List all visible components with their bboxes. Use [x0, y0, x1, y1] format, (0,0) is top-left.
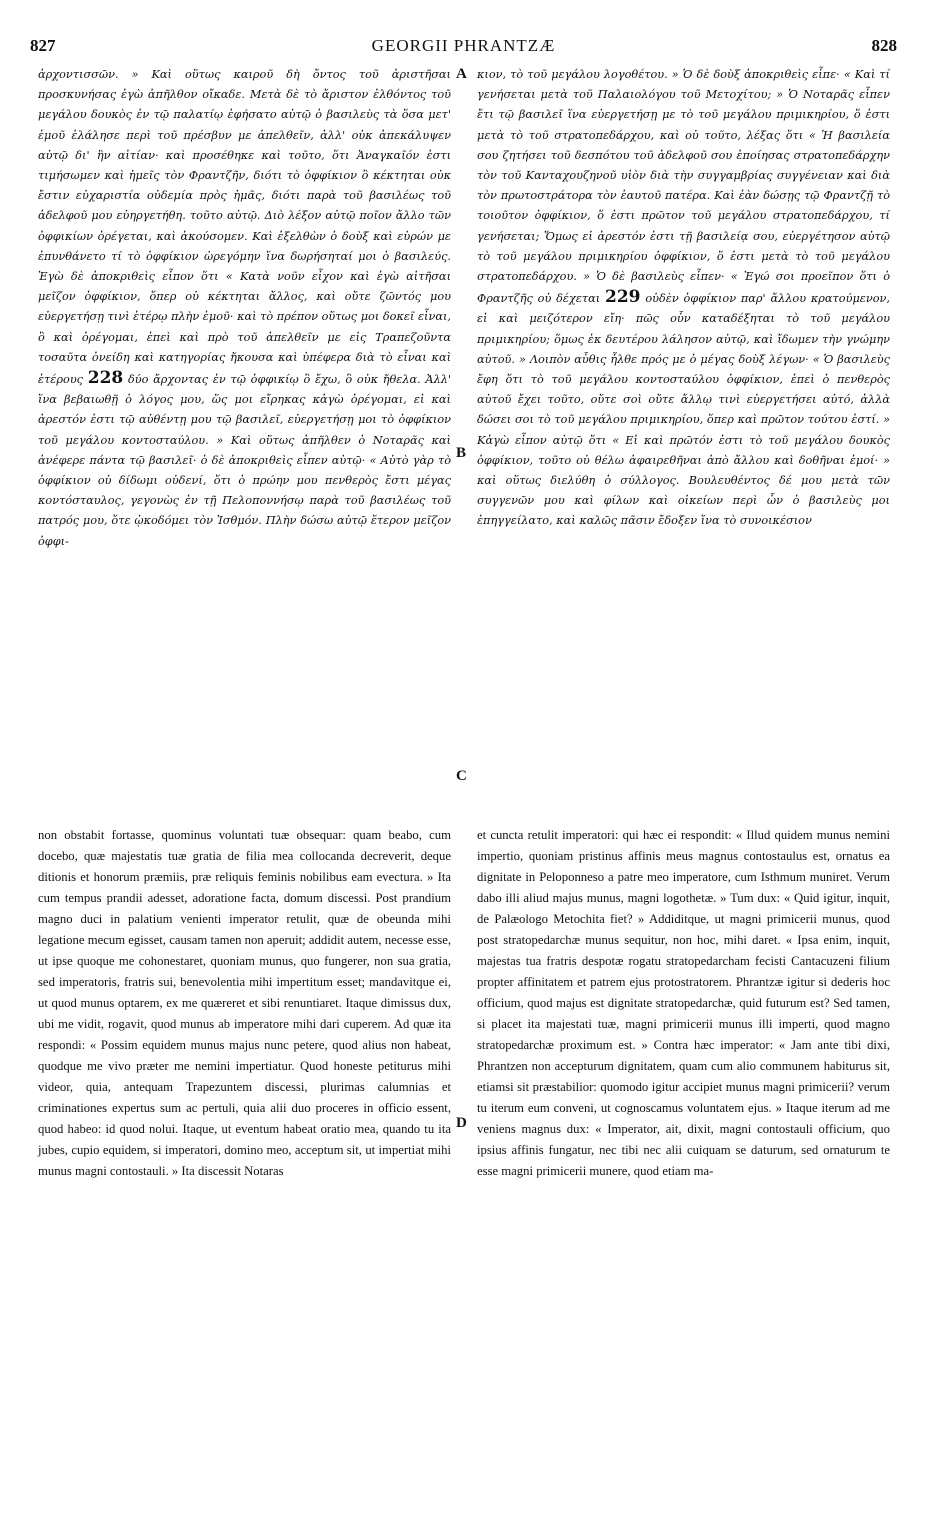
margin-marker-d: D [456, 1115, 467, 1131]
page-number-right: 828 [871, 36, 897, 55]
margin-marker-a: A [456, 66, 467, 82]
greek-right-page-ref: 229 [605, 287, 641, 308]
greek-text-left-column [38, 65, 451, 840]
margin-marker-c: C [456, 768, 467, 784]
greek-right-text-1: κιον, τὸ τοῦ μεγάλου λογοθέτου. » Ὁ δὲ δοὺξ ἀποκριθεὶς εἶπε· « Καὶ τί γενήσεται μετὰ τοῦ Παλαιολόγου τοῦ Μετοχίτου; » Ὁ Νοταρᾶς εἶπεν ἔτι τῷ βασιλεῖ ἵνα εὐεργετήσῃ με τὸ τοῦ μεγάλου πριμικηρίου, ὅ ἐστι μετὰ τὸ τοῦ στρατοπεδάρχου, καὶ οὐ τοῦτο, λέξας ὅτι « Ἡ βασιλεία σου ζητήσει τοῦ δεσπότου τοῦ ἀδελφοῦ σου ἐποίησας στρατοπεδάρχην τὸν τοῦ Κανταχουζηνοῦ υἱὸν διὰ τὴν συγγαμβρίας συγγένειαν καὶ διὰ τὸν πρωτοστράτορα τὸν ἑαυτοῦ πατέρα. Καὶ ἐὰν δώσῃς τῷ Φραντζῇ τὸ τοιοῦτον ὀφφίκιον, ὅ ἐστι πρῶτον τοῦ μεγάλου στρατοπεδάρχου, τί γενήσεται; Ὅμως εἰ ἀρεστόν ἐστι τῇ βασιλείᾳ σου, εὐεργέτησον αὐτῷ τὸ τοῦ μεγάλου πριμικηρίου ὀφφίκιον, ὅ ἐστι μετὰ τὸ τοῦ μεγάλου στρατοπεδάρχου. » Ὁ δὲ βασιλεὺς εἶπεν· « Ἐγώ σοι προεῖπον ὅτι ὁ Φραντζῆς οὐ δέχεται [477, 68, 890, 306]
latin-text-left-column: non obstabit fortasse, quominus voluntati tuæ obsequar: quam beabo, cum docebo, quæ majestatis tuæ gratia de filia mea collocanda decreverit, deque ditionis et honorum præmiis, præ reliquis feminis nobilibus eam evectura. » Ita cum tempus prandii adesset, adoratione facta, domum discessi. Post prandium magno duci in palatium venienti imperator retulit, quæ de obeunda mihi legatione mecum egisset, causam tamen non aperuit; addidit autem, necesse esse, ut ipse quoque me cohonestaret, quoniam munus, quo fungerer, non sua gratia, sed imperatoris, fratris sui, benevolentia mihi impertitum esset; mandavitque ei, ut quod munus optarem, ex me quæreret et sibi renuntiaret. Itaque dimissus dux, ubi me vidit, rogavit, quod munus ab imperatore mihi dari cuperem. Ad quæ ita respondi: « Possim equidem munus majus nunc petere, quod alius non habeat, quodque me vivo præter me nemini impertiatur. Quod honeste petiturus mihi videor, quia, antequam Trapezuntem discessi, plurimas calumnias et criminationes expertus sum ac pertuli, quia alii duo proceres in officio essent, quod habeo: id quod nolui. Itaque, ut eventum habeat oratio mea, quando tu ita jubes, cupio equidem, si imperatori, domino meo, acceptum sit, ut impertiat mihi munus magni contostauli. » Ita discessit Notaras [38, 828, 451, 1178]
greek-left-text-1: ἀρχοντισσῶν. » Καὶ οὕτως καιροῦ δὴ ὄντος τοῦ ἀριστῆσαι προσκυνήσας ἐγὼ ἀπῆλθον οἴκαδε. Μετὰ δὲ τὸ ἄριστον ἐλθόντος τοῦ μεγάλου δουκὸς ἐν τῷ παλατίῳ ἐφήσατο αὐτῷ ὁ βασιλεὺς τὰ ὅσα μετ' ἐμοῦ ἐλάλησε περὶ τοῦ πρέσβυν με ἀπελθεῖν, ἀλλ' οὐκ ἀπεκάλυψεν αὐτῷ δι' ἣν αἰτίαν· καὶ προσέθηκε καὶ τοῦτο, ὅτι Ἀναγκαῖόν ἐστι τιμήσωμεν καὶ ἡμεῖς τὸν Φραντζῆν, διότι τὸ ὀφφίκιον ὃ κέκτηται οὐκ ἔστιν εὐχαριστία οὐδεμία πρὸς ἡμᾶς, διότι παρὰ τοῦ βασιλέως τοῦ ἀδελφοῦ μου εὐηργετήθη. τοῦτο αὐτῷ. Διὸ λέξον αὐτῷ ποῖον ἄλλο τῶν ὀφφικίων ὀρέγεται, καὶ ἀκούσομεν. Καὶ ἐξελθὼν ὁ δοὺξ καὶ εὑρών με ἐπυνθάνετο τί τὸ ὀφφίκιον ὠρεγόμην ἵνα δωρήσηταί μοι ὁ βασιλεύς. Ἐγὼ δὲ ἀποκριθεὶς εἶπον ὅτι « Κατὰ νοῦν εἶχον καὶ ἐγὼ αἰτῆσαι μεῖζον ὀφφίκιον, ὅπερ οὐ κέκτηται ἄλλος, καὶ οὔτε ζῶντός μου εὐεργετήσῃ τινὶ ἑτέρῳ πλὴν ἐμοῦ· καὶ τὸ πρέπον οὕτως μοι δοκεῖ εἶναι, ὃ καὶ ὀρέγομαι, ἐπεὶ καὶ πρὸ τοῦ ἀπελθεῖν με εἰς Τραπεζοῦντα τοσαῦτα ὀνείδη καὶ κατηγορίας ἤκουσα καὶ ὑπέφερα διὰ τὸ εἶναι καὶ ἑτέρους [38, 68, 451, 387]
page-header [30, 36, 897, 60]
latin-text-right-column: et cuncta retulit imperatori: qui hæc ei respondit: « Illud quidem munus nemini impertio, quoniam pristinus affinis meus magnus contostaulus est, ornatus ea dignitate in Peloponneso a patre meo imperatore, cum Isthmum muniret. Verum dabo illi aliud majus munus, magni logothetæ. » Tum dux: « Quid igitur, inquit, de Palæologo Metochita fiet? » Addiditque, ut magni primicerii munus, quod post stratopedarchæ munus sequitur, non hoc, mihi daret. « Ipsa enim, inquit, majestas tua fratris despotæ rogatu stratopedarcham fecisti Cantacuzeni filium propter affinitatem et patrem ejus protostratorem. Phrantzæ igitur si dederis hoc officium, quod majus est dignitate stratopedarchæ, quid futurum est? Sed tamen, si placet ita majestati tuæ, magni primicerii munus illi imperti, quod magno stratopedarchæ proximum est. » Contra hæc imperator: « Jam ante tibi dixi, Phrantzen non accepturum dignitatem, quam cum alio communem habiturus sit, etiamsi sit præstabilior: quomodo igitur accipiet munus magni primicerii? verum tu iterum eum conveni, ut cognoscamus voluntatem ejus. » Itaque iterum ad me veniens magnus dux: « Imperator, ait, dixit, magni contostauli officium, quo ipsius affinis fungatur, nec tibi nec alii cuiquam se daturum, sed ornaturum te esse magni primicerii munere, quod etiam ma- [477, 828, 890, 1178]
greek-right-text-2: οὐδὲν ὀφφίκιον παρ' ἄλλου κρατούμενον, εἰ καὶ μειζότερον εἴη· πῶς οὖν καταδέξηται τὸ τοῦ μεγάλου πριμικηρίου; ὅμως ἐκ δευτέρου λάλησον αὐτῷ, καὶ ἴδωμεν τὴν γνώμην αὐτοῦ. » Λοιπὸν αὖθις ἦλθε πρός με ὁ μέγας δοὺξ λέγων· « Ὁ βασιλεὺς ἔφη ὅτι τὸ τοῦ μεγάλου κοντοσταύλου ὀφφίκιον, ἐπεὶ ὁ πενθερὸς αὐτοῦ ἔχει τοῦτο, οὔτε σοὶ οὔτε ἄλλῳ τινὶ εὐεργετήσει αὐτό, ἀλλὰ δώσει σοι τὸ τοῦ μεγάλου πριμικηρίου, ὅπερ καὶ πρῶτον τούτου ἐστί. » Κἀγὼ εἶπον αὐτῷ ὅτι « Εἰ καὶ πρῶτόν ἐστι τὸ τοῦ μεγάλου δουκὸς ὀφφίκιον, τοῦτο οὐ θέλω ἀφαιρεθῆναι ἀπὸ ἄλλου καὶ δοθῆναι ἐμοί· » καὶ οὕτως διελύθη ὁ σύλλογος. Βουλευθέντος δέ μου μετὰ τῶν συγγενῶν μου καὶ φίλων καὶ οἰκείων περὶ ὧν ὁ βασιλεὺς μοι ἐπηγγείλατο, καὶ καλῶς πᾶσιν ἔδοξεν ἵνα τὸ συνοικέσιον [477, 292, 890, 528]
greek-text-right-column [477, 65, 890, 840]
greek-left-text-2: δύο ἄρχοντας ἐν τῷ ὀφφικίῳ ὃ ἔχω, ὃ οὐκ ἤθελα. Ἀλλ' ἵνα βεβαιωθῇ ὁ λόγος μου, ὥς μοι εἴρηκας κἀγὼ ὀρέγομαι, εἰ καὶ ἀρεστόν ἐστι τῷ αὐθέντῃ μου τῷ βασιλεῖ, εὐεργετήσῃ μοι τὸ ὀφφίκιον τοῦ μεγάλου κοντοσταύλου. » Καὶ οὕτως ἀπῆλθεν ὁ Νοταρᾶς καὶ ἀνέφερε πάντα τῷ βασιλεῖ· ὁ δὲ ἀποκριθεὶς εἶπεν αὐτῷ· « Αὐτὸ γὰρ τὸ ὀφφίκιον οὐ δίδωμι οὐδενί, ὅτι ὁ πρώην μου πενθερὸς ἔστι μέγας κοντόσταυλος, γεγονὼς ἐν τῇ Πελοποννήσῳ παρὰ τοῦ βασιλέως τοῦ πατρός μου, ὅτε ᾠκοδόμει τὸν Ἰσθμόν. Πλὴν δώσω αὐτῷ ἕτερον μεῖζον ὀφφι- [38, 373, 451, 548]
margin-marker-b: B [456, 445, 467, 461]
page-number-left: 827 [30, 36, 56, 55]
running-title: GEORGII PHRANTZÆ [371, 36, 556, 55]
greek-left-page-ref: 228 [87, 368, 124, 389]
